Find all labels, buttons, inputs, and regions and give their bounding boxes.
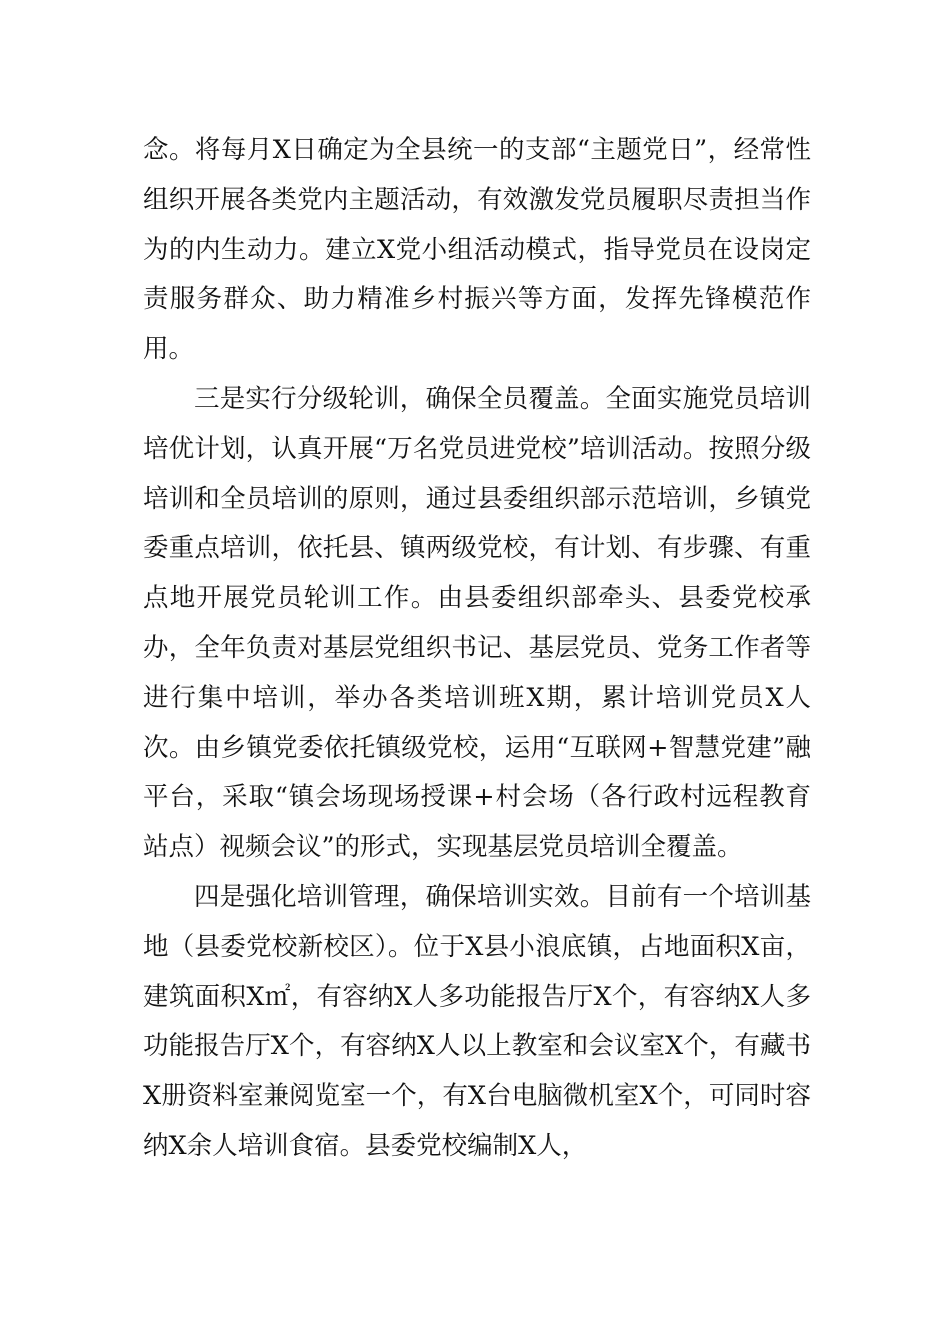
paragraph-training-rotation: 三是实行分级轮训，确保全员覆盖。全面实施党员培训培优计划，认真开展“万名党员进党校”培训活动。按照分级培训和全员培训的原则，通过县委组织部示范培训，乡镇党委重点培训，依托县、镇两级党校，有计划、有步骤、有重点地开展党员轮训工作。由县委组织部牵头、县委党校承办，全年负责对基层党组织书记、基层党员、党务工作者等进行集中培训，举办各类培训班X期，累计培训党员X人次。由乡镇党委依托镇级党校，运用“互联网+智慧党建”融平台，采取“镇会场现场授课+村会场（各行政村远程教育站点）视频会议”的形式，实现基层党员培训全覆盖。 (143, 383, 811, 863)
paragraph-training-management: 四是强化培训管理，确保培训实效。目前有一个培训基地（县委党校新校区）。位于X县小浪底镇，占地面积X亩，建筑面积X㎡，有容纳X人多功能报告厅X个，有容纳X人多功能报告厅X个，有容纳X人以上教室和会议室X个，有藏书X册资料室兼阅览室一个，有X台电脑微机室X个，可同时容纳X余人培训食宿。县委党校编制X人， (143, 881, 811, 1161)
paragraph-continuation: 念。将每月X日确定为全县统一的支部“主题党日”，经常性组织开展各类党内主题活动，有效激发党员履职尽责担当作为的内生动力。建立X党小组活动模式，指导党员在设岗定责服务群众、助力精准乡村振兴等方面，发挥先锋模范作用。 (143, 135, 811, 365)
document-body (143, 126, 811, 1172)
